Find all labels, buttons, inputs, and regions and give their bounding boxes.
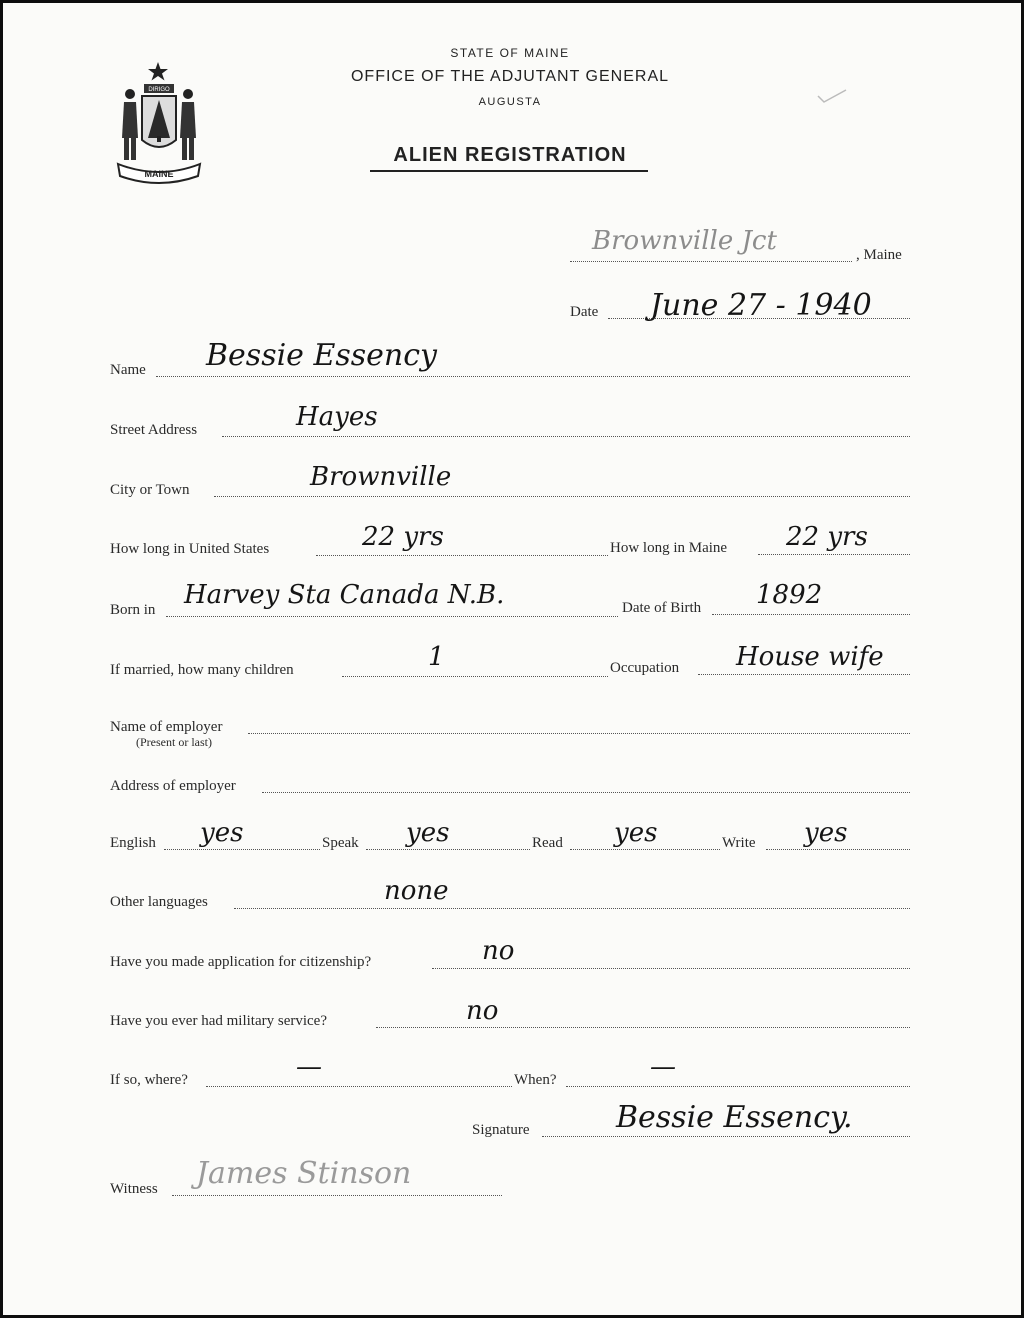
- city-line: [214, 496, 910, 497]
- check-mark-icon: [816, 88, 848, 104]
- where-value: —: [296, 1052, 322, 1082]
- children-line: [342, 676, 608, 677]
- citizenship-line: [432, 968, 910, 969]
- read-line: [570, 849, 720, 850]
- employer-name-line: [248, 733, 910, 734]
- form-title: ALIEN REGISTRATION: [393, 144, 627, 166]
- date-label: Date: [570, 304, 599, 320]
- write-line: [766, 849, 910, 850]
- citizenship-label: Have you made application for citizenship?: [110, 954, 372, 970]
- employer-address-line: [262, 792, 910, 793]
- read-value: yes: [614, 818, 658, 848]
- how-long-maine-label: How long in Maine: [610, 540, 728, 556]
- street-address-label: Street Address: [110, 422, 198, 438]
- date-of-birth-line: [712, 614, 910, 615]
- other-languages-line: [234, 908, 910, 909]
- born-in-value: Harvey Sta Canada N.B.: [184, 580, 505, 610]
- military-value: no: [466, 996, 499, 1026]
- military-line: [376, 1027, 910, 1028]
- when-line: [566, 1086, 910, 1087]
- write-label: Write: [722, 835, 756, 851]
- read-label: Read: [532, 835, 563, 851]
- how-long-maine-value: 22 yrs: [786, 522, 868, 552]
- town-value: Brownville Jct: [592, 226, 777, 256]
- how-long-maine-line: [758, 554, 910, 555]
- street-address-value: Hayes: [296, 402, 378, 432]
- header-city: AUGUSTA: [478, 96, 542, 108]
- header-state: STATE OF MAINE: [450, 46, 570, 60]
- name-line: [156, 376, 910, 377]
- how-long-us-value: 22 yrs: [362, 522, 444, 552]
- english-line: [164, 849, 320, 850]
- title-underline: [370, 170, 648, 172]
- signature-line: [542, 1136, 910, 1137]
- state-seal-icon: [112, 58, 224, 188]
- name-value: Bessie Essency: [206, 338, 437, 373]
- header-office: OFFICE OF THE ADJUTANT GENERAL: [350, 68, 670, 85]
- citizenship-value: no: [482, 936, 515, 966]
- date-of-birth-label: Date of Birth: [622, 600, 702, 616]
- how-long-us-label: How long in United States: [110, 541, 270, 557]
- other-languages-label: Other languages: [110, 894, 208, 910]
- date-of-birth-value: 1892: [756, 580, 823, 610]
- where-line: [206, 1086, 512, 1087]
- street-address-line: [222, 436, 910, 437]
- town-line: [570, 261, 852, 262]
- witness-line: [172, 1195, 502, 1196]
- military-label: Have you ever had military service?: [110, 1013, 327, 1029]
- english-label: English: [110, 835, 156, 851]
- witness-label: Witness: [110, 1181, 158, 1197]
- born-in-line: [166, 616, 618, 617]
- occupation-value: House wife: [736, 642, 884, 672]
- maine-label: , Maine: [856, 247, 902, 263]
- name-label: Name: [110, 362, 146, 378]
- when-label: When?: [514, 1072, 557, 1088]
- write-value: yes: [804, 818, 848, 848]
- when-value: —: [650, 1052, 676, 1082]
- speak-line: [366, 849, 530, 850]
- occupation-line: [698, 674, 910, 675]
- children-value: 1: [428, 642, 445, 672]
- children-label: If married, how many children: [110, 662, 294, 678]
- employer-name-sublabel: (Present or last): [136, 735, 212, 749]
- employer-name-label: Name of employer: [110, 719, 223, 735]
- signature-label: Signature: [472, 1122, 530, 1138]
- city-label: City or Town: [110, 482, 190, 498]
- date-value: June 27 - 1940: [650, 288, 872, 323]
- signature-value: Bessie Essency.: [616, 1100, 853, 1135]
- seal-banner: MAINE: [144, 169, 174, 179]
- speak-value: yes: [406, 818, 450, 848]
- occupation-label: Occupation: [610, 660, 680, 676]
- born-in-label: Born in: [110, 602, 156, 618]
- city-value: Brownville: [310, 462, 452, 492]
- where-label: If so, where?: [110, 1072, 188, 1088]
- other-languages-value: none: [384, 876, 449, 906]
- english-value: yes: [200, 818, 244, 848]
- employer-address-label: Address of employer: [110, 778, 236, 794]
- seal-motto: DIRIGO: [148, 87, 170, 93]
- speak-label: Speak: [322, 835, 359, 851]
- witness-value: James Stinson: [196, 1156, 412, 1191]
- how-long-us-line: [316, 555, 608, 556]
